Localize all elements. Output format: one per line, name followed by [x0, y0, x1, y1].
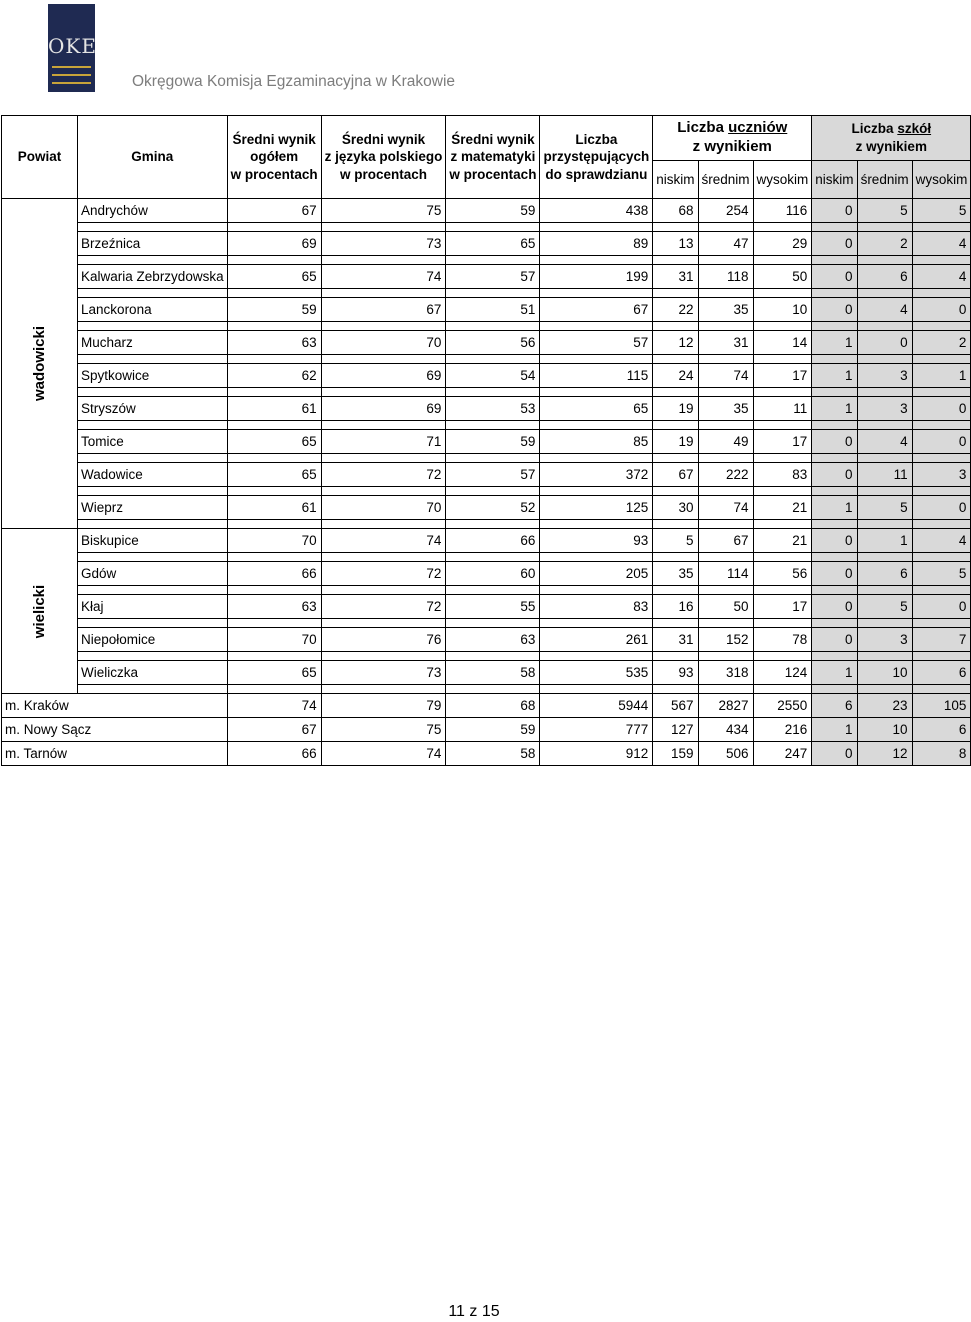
logo-mark: OKE — [48, 34, 97, 58]
data-cell: 21 — [753, 496, 812, 520]
data-cell: 6 — [857, 562, 912, 586]
data-cell: 65 — [227, 430, 321, 454]
data-cell: 24 — [653, 364, 698, 388]
data-cell: 254 — [698, 199, 753, 223]
data-cell: 0 — [912, 595, 971, 619]
data-cell: 506 — [698, 742, 753, 766]
data-cell: 69 — [321, 397, 446, 421]
data-cell: 70 — [227, 529, 321, 553]
data-cell: 74 — [698, 496, 753, 520]
data-cell: 31 — [698, 331, 753, 355]
data-cell: 61 — [227, 397, 321, 421]
data-cell: 2 — [912, 331, 971, 355]
data-cell: 222 — [698, 463, 753, 487]
spacer-row — [2, 289, 971, 298]
data-cell: 83 — [540, 595, 653, 619]
data-cell: 17 — [753, 595, 812, 619]
data-cell: 318 — [698, 661, 753, 685]
header-ogolem: Średni wynik ogółem w procentach — [227, 116, 321, 199]
header-level-niskim: niskim — [812, 161, 857, 199]
table-row — [2, 595, 971, 619]
header-level-wysokim: wysokim — [753, 161, 812, 199]
data-cell: 73 — [321, 661, 446, 685]
data-cell: 2 — [857, 232, 912, 256]
data-cell: 63 — [227, 331, 321, 355]
data-cell: 62 — [227, 364, 321, 388]
data-cell: 29 — [753, 232, 812, 256]
data-cell: 127 — [653, 718, 698, 742]
gmina-name: Wieliczka — [78, 661, 228, 685]
data-cell: 75 — [321, 718, 446, 742]
data-cell: 54 — [446, 364, 540, 388]
gmina-name: Mucharz — [78, 331, 228, 355]
data-cell: 17 — [753, 430, 812, 454]
data-cell: 1 — [812, 331, 857, 355]
data-cell: 1 — [812, 496, 857, 520]
data-cell: 1 — [812, 397, 857, 421]
data-cell: 93 — [653, 661, 698, 685]
data-cell: 4 — [912, 232, 971, 256]
data-cell: 74 — [698, 364, 753, 388]
data-cell: 261 — [540, 628, 653, 652]
data-cell: 67 — [227, 718, 321, 742]
data-cell: 0 — [812, 628, 857, 652]
data-cell: 11 — [857, 463, 912, 487]
data-cell: 372 — [540, 463, 653, 487]
data-cell: 65 — [227, 463, 321, 487]
city-row — [2, 718, 971, 742]
data-cell: 16 — [653, 595, 698, 619]
data-cell: 50 — [753, 265, 812, 289]
table-row — [2, 463, 971, 487]
gmina-name: Wadowice — [78, 463, 228, 487]
powiat-label — [2, 529, 78, 694]
data-cell: 66 — [446, 529, 540, 553]
powiat-text: wadowicki — [31, 325, 49, 402]
data-cell: 70 — [321, 331, 446, 355]
data-cell: 4 — [912, 265, 971, 289]
data-cell: 0 — [812, 463, 857, 487]
data-cell: 535 — [540, 661, 653, 685]
data-cell: 67 — [321, 298, 446, 322]
city-name: m. Kraków — [2, 694, 228, 718]
data-cell: 57 — [446, 463, 540, 487]
data-cell: 0 — [812, 562, 857, 586]
data-cell: 0 — [812, 232, 857, 256]
data-cell: 19 — [653, 430, 698, 454]
gmina-name: Lanckorona — [78, 298, 228, 322]
data-cell: 0 — [812, 199, 857, 223]
data-cell: 247 — [753, 742, 812, 766]
table-row — [2, 496, 971, 520]
data-cell: 74 — [321, 742, 446, 766]
data-cell: 777 — [540, 718, 653, 742]
data-cell: 159 — [653, 742, 698, 766]
data-cell: 65 — [227, 265, 321, 289]
gmina-name: Spytkowice — [78, 364, 228, 388]
data-cell: 85 — [540, 430, 653, 454]
spacer-row — [2, 355, 971, 364]
header-polski: Średni wynik z języka polskiego w procentach — [321, 116, 446, 199]
data-cell: 68 — [653, 199, 698, 223]
data-cell: 71 — [321, 430, 446, 454]
header-matematyka: Średni wynik z matematyki w procentach — [446, 116, 540, 199]
data-cell: 76 — [321, 628, 446, 652]
table-row — [2, 364, 971, 388]
data-cell: 0 — [812, 595, 857, 619]
data-cell: 53 — [446, 397, 540, 421]
gmina-name: Kłaj — [78, 595, 228, 619]
data-cell: 70 — [321, 496, 446, 520]
data-cell: 3 — [857, 628, 912, 652]
table-row — [2, 232, 971, 256]
data-cell: 68 — [446, 694, 540, 718]
data-cell: 567 — [653, 694, 698, 718]
data-cell: 67 — [653, 463, 698, 487]
data-cell: 72 — [321, 595, 446, 619]
table-row — [2, 199, 971, 223]
data-cell: 52 — [446, 496, 540, 520]
spacer-row — [2, 256, 971, 265]
data-cell: 0 — [857, 331, 912, 355]
data-cell: 83 — [753, 463, 812, 487]
data-cell: 205 — [540, 562, 653, 586]
data-cell: 74 — [227, 694, 321, 718]
table-row — [2, 331, 971, 355]
data-cell: 67 — [540, 298, 653, 322]
powiat-label — [2, 199, 78, 529]
spacer-row — [2, 586, 971, 595]
data-cell: 89 — [540, 232, 653, 256]
gmina-name: Gdów — [78, 562, 228, 586]
page-number: 11 z 15 — [448, 1303, 500, 1320]
data-cell: 10 — [857, 661, 912, 685]
data-cell: 6 — [912, 661, 971, 685]
data-cell: 74 — [321, 265, 446, 289]
data-cell: 5944 — [540, 694, 653, 718]
data-cell: 912 — [540, 742, 653, 766]
data-cell: 7 — [912, 628, 971, 652]
data-cell: 17 — [753, 364, 812, 388]
data-cell: 50 — [698, 595, 753, 619]
data-cell: 199 — [540, 265, 653, 289]
data-cell: 56 — [753, 562, 812, 586]
data-cell: 57 — [446, 265, 540, 289]
data-cell: 51 — [446, 298, 540, 322]
data-cell: 10 — [753, 298, 812, 322]
data-cell: 12 — [653, 331, 698, 355]
data-cell: 3 — [857, 364, 912, 388]
data-cell: 66 — [227, 742, 321, 766]
data-cell: 13 — [653, 232, 698, 256]
table-row — [2, 265, 971, 289]
data-cell: 115 — [540, 364, 653, 388]
data-cell: 72 — [321, 562, 446, 586]
spacer-row — [2, 388, 971, 397]
header-powiat: Powiat — [2, 116, 78, 199]
city-row — [2, 694, 971, 718]
data-cell: 58 — [446, 742, 540, 766]
data-cell: 10 — [857, 718, 912, 742]
data-cell: 0 — [812, 298, 857, 322]
data-cell: 6 — [812, 694, 857, 718]
data-cell: 65 — [540, 397, 653, 421]
spacer-row — [2, 652, 971, 661]
header-level-niskim: niskim — [653, 161, 698, 199]
data-cell: 59 — [446, 718, 540, 742]
data-cell: 5 — [912, 199, 971, 223]
data-cell: 78 — [753, 628, 812, 652]
data-cell: 49 — [698, 430, 753, 454]
header-uczniow: Liczba uczniów z wynikiem — [653, 116, 812, 161]
data-cell: 57 — [540, 331, 653, 355]
data-cell: 114 — [698, 562, 753, 586]
data-cell: 35 — [653, 562, 698, 586]
table-row — [2, 397, 971, 421]
data-cell: 1 — [812, 661, 857, 685]
data-cell: 74 — [321, 529, 446, 553]
data-cell: 438 — [540, 199, 653, 223]
city-row — [2, 742, 971, 766]
spacer-row — [2, 619, 971, 628]
data-cell: 61 — [227, 496, 321, 520]
data-cell: 1 — [812, 364, 857, 388]
data-cell: 79 — [321, 694, 446, 718]
data-cell: 65 — [446, 232, 540, 256]
data-cell: 35 — [698, 298, 753, 322]
data-cell: 125 — [540, 496, 653, 520]
header-gmina: Gmina — [78, 116, 228, 199]
data-cell: 3 — [912, 463, 971, 487]
data-cell: 47 — [698, 232, 753, 256]
data-cell: 63 — [227, 595, 321, 619]
table-row — [2, 298, 971, 322]
data-cell: 59 — [446, 430, 540, 454]
data-cell: 70 — [227, 628, 321, 652]
oke-logo — [48, 4, 95, 92]
data-cell: 4 — [857, 430, 912, 454]
data-cell: 0 — [912, 496, 971, 520]
results-table — [1, 115, 971, 766]
spacer-row — [2, 454, 971, 463]
header-level-wysokim: wysokim — [912, 161, 971, 199]
city-name: m. Nowy Sącz — [2, 718, 228, 742]
data-cell: 0 — [912, 298, 971, 322]
data-cell: 3 — [857, 397, 912, 421]
data-cell: 434 — [698, 718, 753, 742]
spacer-row — [2, 553, 971, 562]
data-cell: 19 — [653, 397, 698, 421]
gmina-name: Brzeźnica — [78, 232, 228, 256]
data-cell: 2827 — [698, 694, 753, 718]
table-row — [2, 529, 971, 553]
data-cell: 2550 — [753, 694, 812, 718]
data-cell: 1 — [912, 364, 971, 388]
data-cell: 69 — [321, 364, 446, 388]
table-row — [2, 628, 971, 652]
data-cell: 116 — [753, 199, 812, 223]
data-cell: 59 — [446, 199, 540, 223]
data-cell: 22 — [653, 298, 698, 322]
gmina-name: Wieprz — [78, 496, 228, 520]
data-cell: 6 — [912, 718, 971, 742]
spacer-row — [2, 223, 971, 232]
data-cell: 14 — [753, 331, 812, 355]
spacer-row — [2, 421, 971, 430]
data-cell: 75 — [321, 199, 446, 223]
data-cell: 5 — [912, 562, 971, 586]
spacer-row — [2, 520, 971, 529]
organization-name: Okręgowa Komisja Egzaminacyjna w Krakowie — [132, 73, 456, 90]
data-cell: 8 — [912, 742, 971, 766]
data-cell: 67 — [698, 529, 753, 553]
spacer-row — [2, 322, 971, 331]
data-cell: 31 — [653, 628, 698, 652]
data-cell: 1 — [812, 718, 857, 742]
data-cell: 31 — [653, 265, 698, 289]
data-cell: 69 — [227, 232, 321, 256]
data-cell: 5 — [857, 595, 912, 619]
gmina-name: Tomice — [78, 430, 228, 454]
data-cell: 93 — [540, 529, 653, 553]
spacer-row — [2, 685, 971, 694]
data-cell: 5 — [653, 529, 698, 553]
gmina-name: Stryszów — [78, 397, 228, 421]
gmina-name: Kalwaria Zebrzydowska — [78, 265, 228, 289]
data-cell: 105 — [912, 694, 971, 718]
data-cell: 35 — [698, 397, 753, 421]
header-level-srednim: średnim — [698, 161, 753, 199]
data-cell: 65 — [227, 661, 321, 685]
data-cell: 0 — [812, 265, 857, 289]
data-cell: 12 — [857, 742, 912, 766]
data-cell: 23 — [857, 694, 912, 718]
table-row — [2, 562, 971, 586]
data-cell: 55 — [446, 595, 540, 619]
data-cell: 59 — [227, 298, 321, 322]
city-name: m. Tarnów — [2, 742, 228, 766]
data-cell: 21 — [753, 529, 812, 553]
gmina-name: Biskupice — [78, 529, 228, 553]
data-cell: 66 — [227, 562, 321, 586]
data-cell: 152 — [698, 628, 753, 652]
data-cell: 4 — [857, 298, 912, 322]
gmina-name: Niepołomice — [78, 628, 228, 652]
data-cell: 6 — [857, 265, 912, 289]
header-szkol: Liczba szkół z wynikiem — [812, 116, 971, 161]
data-cell: 72 — [321, 463, 446, 487]
spacer-row — [2, 487, 971, 496]
data-cell: 0 — [912, 430, 971, 454]
gmina-name: Andrychów — [78, 199, 228, 223]
header-liczba: Liczba przystępujących do sprawdzianu — [540, 116, 653, 199]
data-cell: 0 — [912, 397, 971, 421]
table-row — [2, 661, 971, 685]
data-cell: 60 — [446, 562, 540, 586]
data-cell: 63 — [446, 628, 540, 652]
data-cell: 4 — [912, 529, 971, 553]
data-cell: 0 — [812, 529, 857, 553]
header-level-srednim: średnim — [857, 161, 912, 199]
powiat-text: wielicki — [31, 584, 49, 638]
data-cell: 56 — [446, 331, 540, 355]
data-cell: 73 — [321, 232, 446, 256]
data-cell: 216 — [753, 718, 812, 742]
data-cell: 118 — [698, 265, 753, 289]
data-cell: 5 — [857, 496, 912, 520]
data-cell: 0 — [812, 430, 857, 454]
data-cell: 5 — [857, 199, 912, 223]
data-cell: 58 — [446, 661, 540, 685]
data-cell: 30 — [653, 496, 698, 520]
data-cell: 124 — [753, 661, 812, 685]
data-cell: 67 — [227, 199, 321, 223]
table-row — [2, 430, 971, 454]
data-cell: 1 — [857, 529, 912, 553]
data-cell: 0 — [812, 742, 857, 766]
data-cell: 11 — [753, 397, 812, 421]
